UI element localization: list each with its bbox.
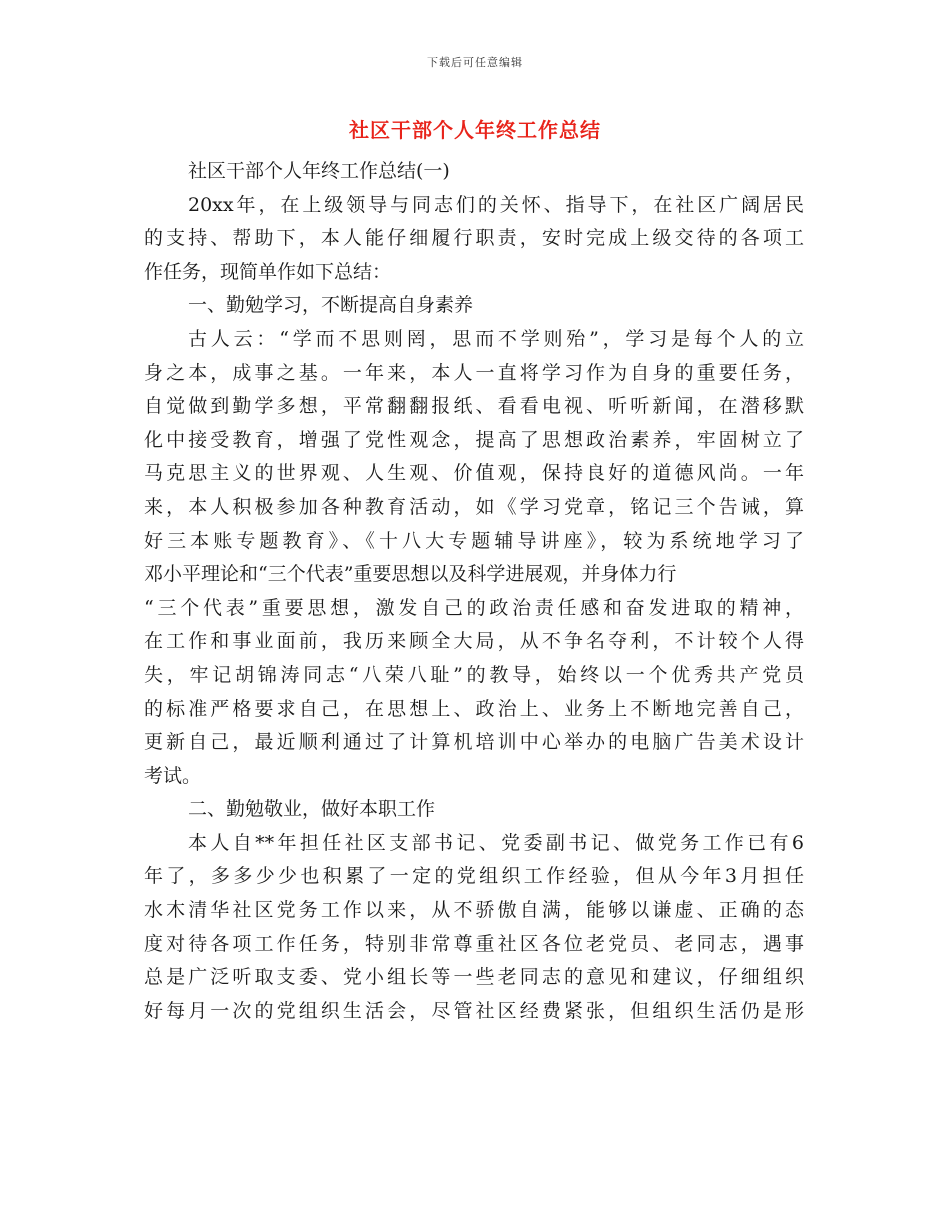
body-line: 作任务，现简单作如下总结： — [144, 260, 392, 283]
body-line: 古人云：“学而不思则罔，思而不学则殆”，学习是每个人的立 — [188, 327, 804, 350]
body-line: 在工作和事业面前，我历来顾全大局，从不争名夺利，不计较个人得 — [144, 630, 804, 653]
body-line: 本人自**年担任社区支部书记、党委副书记、做党务工作已有6 — [188, 831, 804, 854]
body-line: 更新自己，最近顺利通过了计算机培训中心举办的电脑广告美术设计 — [144, 731, 804, 754]
body-line: 20xx年，在上级领导与同志们的关怀、指导下，在社区广阔居民 — [188, 193, 804, 216]
header-note: 下载后可任意编辑 — [427, 56, 523, 69]
body-line: 一、勤勉学习，不断提高自身素养 — [188, 294, 474, 317]
body-line: 考试。 — [144, 764, 202, 787]
body-line: 二、勤勉敬业，做好本职工作 — [188, 798, 436, 821]
document-body — [144, 155, 804, 1028]
body-line: 的支持、帮助下，本人能仔细履行职责，安时完成上级交待的各项工 — [144, 227, 804, 250]
body-line: 失，牢记胡锦涛同志“八荣八耻”的教导，始终以一个优秀共产党员 — [144, 663, 804, 686]
body-line: 年了，多多少少也积累了一定的党组织工作经验，但从今年3月担任 — [144, 865, 804, 888]
document-title: 社区干部个人年终工作总结 — [349, 118, 601, 142]
body-line: 水木清华社区党务工作以来，从不骄傲自满，能够以谦虚、正确的态 — [144, 899, 804, 922]
body-line: 化中接受教育，增强了党性观念，提高了思想政治素养，牢固树立了 — [144, 428, 804, 451]
body-line: “三个代表”重要思想，激发自己的政治责任感和奋发进取的精神， — [144, 596, 804, 619]
body-line: 总是广泛听取支委、党小组长等一些老同志的意见和建议，仔细组织 — [144, 966, 804, 989]
body-line: 的标准严格要求自己，在思想上、政治上、业务上不断地完善自己， — [144, 697, 804, 720]
body-line: 社区干部个人年终工作总结(一) — [188, 160, 450, 182]
body-line: 好每月一次的党组织生活会，尽管社区经费紧张，但组织生活仍是形 — [144, 999, 804, 1022]
body-line: 好三本账专题教育》、《十八大专题辅导讲座》，较为系统地学习了 — [144, 529, 804, 552]
body-line: 身之本，成事之基。一年来，本人一直将学习作为自身的重要任务， — [144, 361, 804, 384]
body-line: 度对待各项工作任务，特别非常尊重社区各位老党员、老同志，遇事 — [144, 932, 804, 955]
body-line: 邓小平理论和“三个代表”重要思想以及科学进展观，并身体力行 — [144, 563, 677, 586]
body-line: 马克思主义的世界观、人生观、价值观，保持良好的道德风尚。一年 — [144, 462, 804, 485]
body-line: 来，本人积极参加各种教育活动，如《学习党章，铭记三个告诫，算 — [144, 495, 804, 518]
body-line: 自觉做到勤学多想，平常翻翻报纸、看看电视、听听新闻，在潜移默 — [144, 395, 804, 418]
